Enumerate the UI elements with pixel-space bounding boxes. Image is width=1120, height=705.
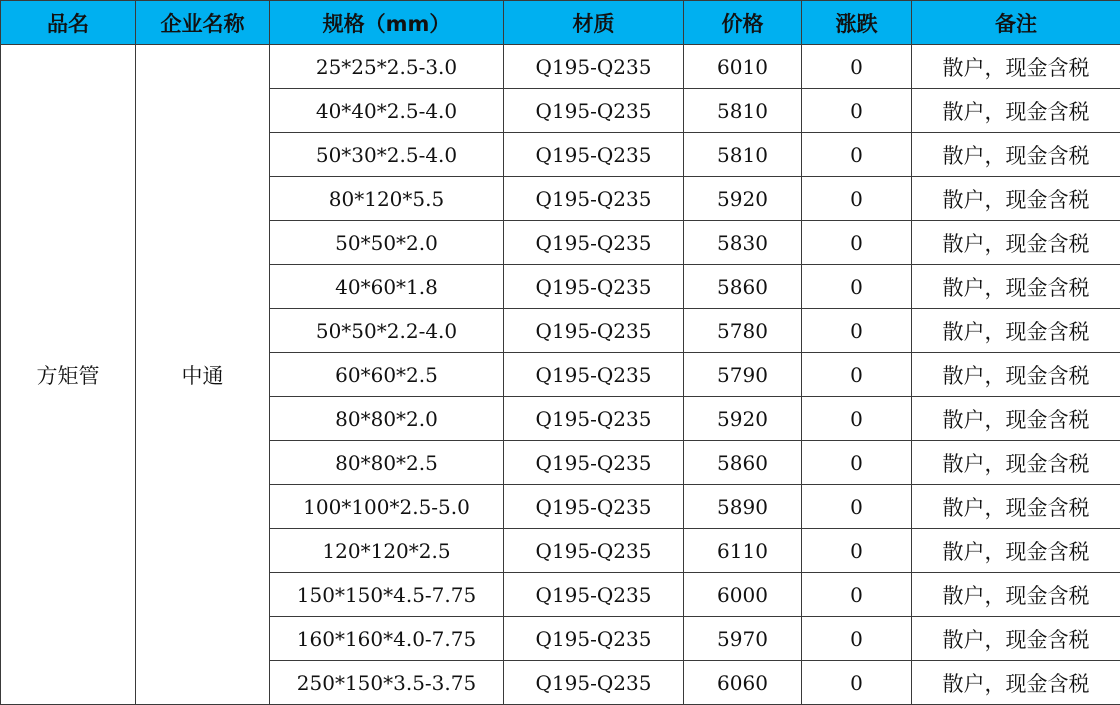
- header-price: 价格: [684, 1, 802, 45]
- header-spec: 规格（mm）: [270, 1, 504, 45]
- table-body: [1, 45, 1120, 705]
- spec-cell: 80*80*2.5: [270, 441, 504, 485]
- material-cell: Q195-Q235: [504, 617, 684, 661]
- spec-cell: 40*40*2.5-4.0: [270, 89, 504, 133]
- note-cell: 散户，现金含税: [912, 617, 1120, 661]
- material-cell: Q195-Q235: [504, 45, 684, 89]
- spec-cell: 80*80*2.0: [270, 397, 504, 441]
- material-cell: Q195-Q235: [504, 89, 684, 133]
- note-cell: 散户，现金含税: [912, 485, 1120, 529]
- change-cell: 0: [802, 397, 912, 441]
- spec-cell: 80*120*5.5: [270, 177, 504, 221]
- material-cell: Q195-Q235: [504, 265, 684, 309]
- company-name-cell: 中通: [136, 45, 270, 705]
- material-cell: Q195-Q235: [504, 309, 684, 353]
- price-cell: 5810: [684, 133, 802, 177]
- spec-cell: 250*150*3.5-3.75: [270, 661, 504, 705]
- change-cell: 0: [802, 441, 912, 485]
- change-cell: 0: [802, 573, 912, 617]
- note-cell: 散户，现金含税: [912, 221, 1120, 265]
- header-product: 品名: [1, 1, 136, 45]
- change-cell: 0: [802, 265, 912, 309]
- price-cell: 5920: [684, 177, 802, 221]
- change-cell: 0: [802, 221, 912, 265]
- material-cell: Q195-Q235: [504, 485, 684, 529]
- header-company: 企业名称: [136, 1, 270, 45]
- material-cell: Q195-Q235: [504, 441, 684, 485]
- table-row: [1, 45, 1120, 89]
- price-cell: 6060: [684, 661, 802, 705]
- change-cell: 0: [802, 617, 912, 661]
- note-cell: 散户，现金含税: [912, 45, 1120, 89]
- note-cell: 散户，现金含税: [912, 573, 1120, 617]
- price-cell: 6000: [684, 573, 802, 617]
- price-cell: 5890: [684, 485, 802, 529]
- header-change: 涨跌: [802, 1, 912, 45]
- change-cell: 0: [802, 177, 912, 221]
- header-note: 备注: [912, 1, 1120, 45]
- note-cell: 散户，现金含税: [912, 397, 1120, 441]
- material-cell: Q195-Q235: [504, 573, 684, 617]
- material-cell: Q195-Q235: [504, 529, 684, 573]
- material-cell: Q195-Q235: [504, 221, 684, 265]
- change-cell: 0: [802, 45, 912, 89]
- spec-cell: 60*60*2.5: [270, 353, 504, 397]
- note-cell: 散户，现金含税: [912, 89, 1120, 133]
- spec-cell: 25*25*2.5-3.0: [270, 45, 504, 89]
- spec-cell: 120*120*2.5: [270, 529, 504, 573]
- product-name-cell: 方矩管: [1, 45, 136, 705]
- price-cell: 6110: [684, 529, 802, 573]
- price-cell: 6010: [684, 45, 802, 89]
- price-cell: 5860: [684, 441, 802, 485]
- change-cell: 0: [802, 89, 912, 133]
- change-cell: 0: [802, 309, 912, 353]
- change-cell: 0: [802, 529, 912, 573]
- material-cell: Q195-Q235: [504, 133, 684, 177]
- price-cell: 5810: [684, 89, 802, 133]
- price-cell: 5780: [684, 309, 802, 353]
- price-cell: 5790: [684, 353, 802, 397]
- price-cell: 5860: [684, 265, 802, 309]
- price-cell: 5830: [684, 221, 802, 265]
- material-cell: Q195-Q235: [504, 397, 684, 441]
- spec-cell: 160*160*4.0-7.75: [270, 617, 504, 661]
- material-cell: Q195-Q235: [504, 177, 684, 221]
- note-cell: 散户，现金含税: [912, 529, 1120, 573]
- price-cell: 5920: [684, 397, 802, 441]
- note-cell: 散户，现金含税: [912, 661, 1120, 705]
- change-cell: 0: [802, 661, 912, 705]
- header-row: [1, 1, 1120, 45]
- note-cell: 散户，现金含税: [912, 309, 1120, 353]
- note-cell: 散户，现金含税: [912, 441, 1120, 485]
- material-cell: Q195-Q235: [504, 661, 684, 705]
- material-cell: Q195-Q235: [504, 353, 684, 397]
- spec-cell: 50*50*2.0: [270, 221, 504, 265]
- note-cell: 散户，现金含税: [912, 133, 1120, 177]
- spec-cell: 40*60*1.8: [270, 265, 504, 309]
- note-cell: 散户，现金含税: [912, 353, 1120, 397]
- spec-cell: 50*30*2.5-4.0: [270, 133, 504, 177]
- header-material: 材质: [504, 1, 684, 45]
- change-cell: 0: [802, 133, 912, 177]
- price-cell: 5970: [684, 617, 802, 661]
- note-cell: 散户，现金含税: [912, 177, 1120, 221]
- spec-cell: 150*150*4.5-7.75: [270, 573, 504, 617]
- spec-cell: 50*50*2.2-4.0: [270, 309, 504, 353]
- spec-cell: 100*100*2.5-5.0: [270, 485, 504, 529]
- change-cell: 0: [802, 353, 912, 397]
- change-cell: 0: [802, 485, 912, 529]
- note-cell: 散户，现金含税: [912, 265, 1120, 309]
